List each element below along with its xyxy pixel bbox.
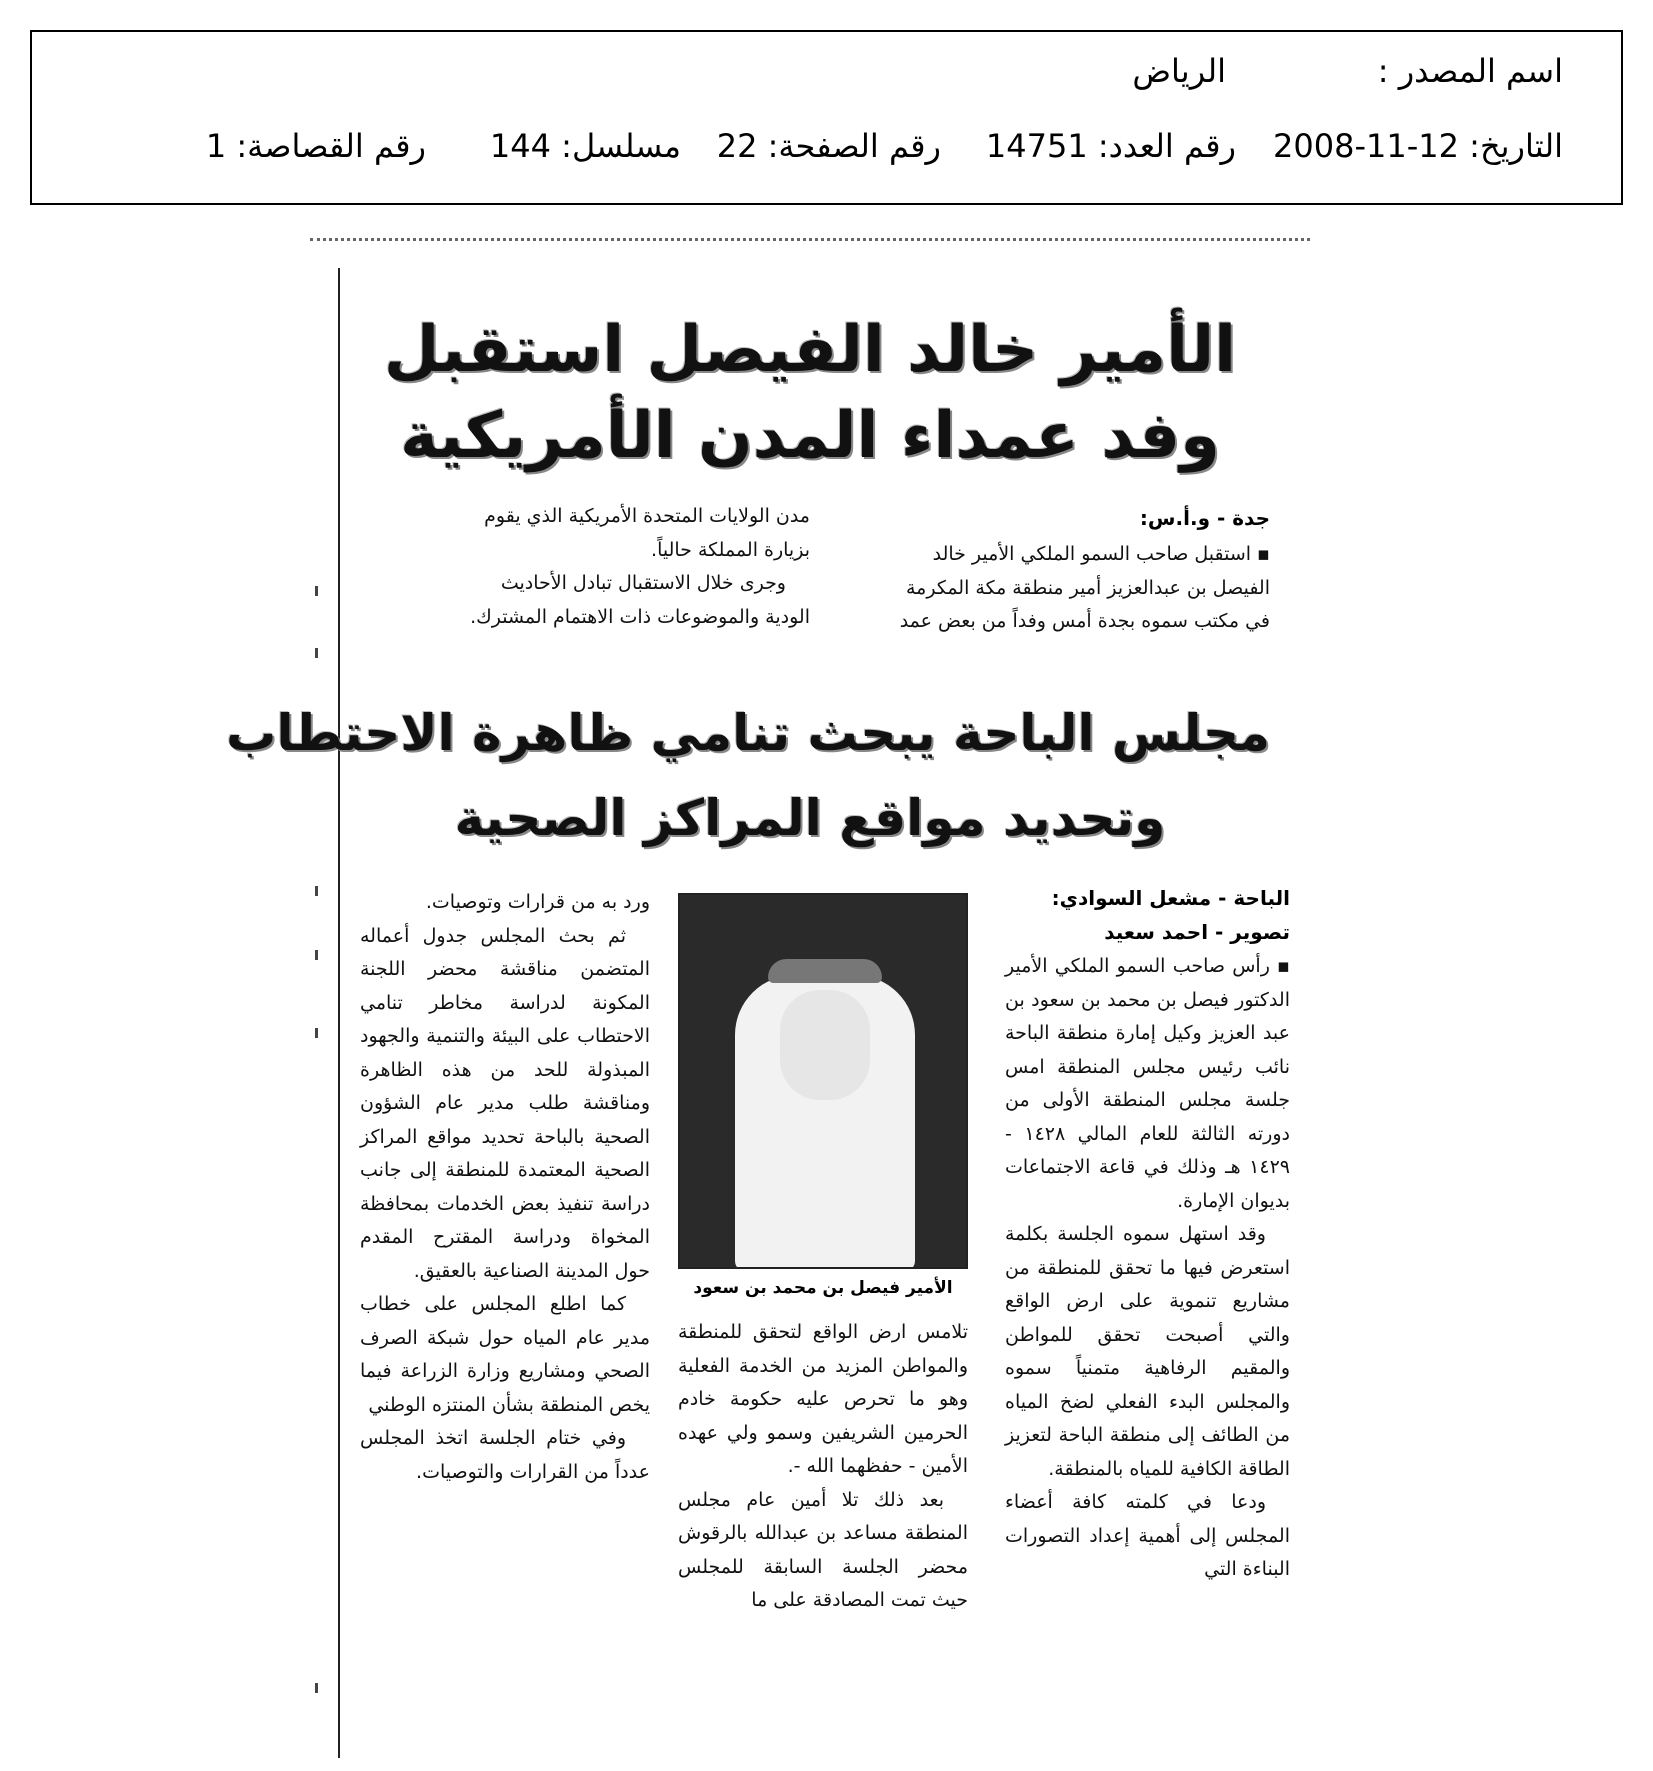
article2-byline-author: الباحة - مشعل السوادي: <box>1051 886 1290 910</box>
article2-headline-line1: مجلس الباحة يبحث تنامي ظاهرة الاحتطاب <box>226 704 1270 762</box>
article2-byline-photographer: تصوير - احمد سعيد <box>1104 920 1290 944</box>
issue-number-field: رقم العدد: 14751 <box>985 127 1236 165</box>
article2-left-column <box>360 886 650 1489</box>
article2-middle-paragraph: تلامس ارض الواقع لتحقق للمنطقة والمواطن المزيد من الخدمة الفعلية وهو ما تحرص عليه حكومة خادم الحرمين الشريفين وسمو ولي عهده الأمين - حفظهما الله -. <box>678 1321 968 1477</box>
photo-agal-shape <box>768 959 882 983</box>
margin-tick <box>315 586 318 596</box>
article2-left-paragraph: ثم بحث المجلس جدول أعماله المتضمن مناقشة محضر اللجنة المكونة لدراسة مخاطر تنامي الاحتطاب على البيئة والتنمية والجهود المبذولة للحد من هذه الظاهرة ومناقشة طلب مدير عام الشؤون الصحية بالباحة تحديد مواقع المراكز الصحية المعتمدة للمنطقة إلى جانب دراسة تنفيذ بعض الخدمات بمحافظة المخواة ودراسة المقترح المقدم حول المدينة الصناعية بالعقيق. <box>360 924 650 1282</box>
article1-left-column <box>370 500 810 634</box>
article2-headline-line2: وتحديد مواقع المراكز الصحية <box>454 789 1166 847</box>
page-number-field: رقم الصفحة: 22 <box>716 127 941 165</box>
margin-tick <box>315 648 318 658</box>
article2-middle-column <box>678 1316 968 1618</box>
article2-right-paragraph: ودعا في كلمته كافة أعضاء المجلس إلى أهمية إعداد التصورات البناءة التي <box>1005 1491 1290 1580</box>
photo-face-shape <box>780 990 870 1100</box>
date-field: التاريخ: 12-11-2008 <box>1273 127 1563 165</box>
article2-middle-paragraph: بعد ذلك تلا أمين عام مجلس المنطقة مساعد بن عبدالله بالرقوش محضر الجلسة السابقة للمجلس حيث تمت المصادقة على ما <box>678 1488 968 1611</box>
article2-right-column <box>1005 950 1290 1587</box>
margin-tick <box>315 1683 318 1693</box>
article1-left-line: وجرى خلال الاستقبال تبادل الأحاديث <box>500 572 786 594</box>
serial-field: مسلسل: 144 <box>489 127 681 165</box>
margin-tick <box>315 950 318 960</box>
article1-right-line: في مكتب سموه بجدة أمس وفداً من بعض عمد <box>899 610 1270 632</box>
clipping-left-border <box>338 268 340 1758</box>
margin-tick <box>315 886 318 896</box>
clipping-header-box <box>30 30 1623 205</box>
article2-right-paragraph: ▪ رأس صاحب السمو الملكي الأمير الدكتور فيصل بن محمد بن سعود بن عبد العزيز وكيل إمارة منطقة الباحة نائب رئيس مجلس المنطقة امس جلسة مجلس المنطقة الأولى من دورته الثالثة للعام المالي ١٤٢٨ - ١٤٢٩ هـ وذلك في قاعة الاجتماعات بديوان الإمارة. <box>1005 955 1290 1212</box>
article1-left-line: بزيارة المملكة حالياً. <box>651 538 810 561</box>
photo-caption: الأمير فيصل بن محمد بن سعود <box>693 1278 953 1298</box>
article2-left-paragraph: وفي ختام الجلسة اتخذ المجلس عدداً من القرارات والتوصيات. <box>360 1427 650 1483</box>
article1-left-line: الودية والموضوعات ذات الاهتمام المشترك. <box>470 605 810 628</box>
article1-dateline: جدة - و.أ.س: <box>1139 506 1270 530</box>
margin-tick <box>315 1028 318 1038</box>
article1-left-line: مدن الولايات المتحدة الأمريكية الذي يقوم <box>484 505 810 527</box>
article1-right-line: الفيصل بن عبدالعزيز أمير منطقة مكة المكرمة <box>905 576 1270 599</box>
source-value: الرياض <box>1132 52 1226 90</box>
article2-left-paragraph: ورد به من قرارات وتوصيات. <box>425 891 650 913</box>
clipping-top-border <box>310 238 1310 241</box>
clip-number-field: رقم القصاصة: 1 <box>205 127 426 165</box>
prince-portrait-photo <box>678 893 968 1269</box>
article2-left-paragraph: كما اطلع المجلس على خطاب مدير عام المياه حول شبكة الصرف الصحي ومشاريع وزارة الزراعة فيما يخص المنطقة بشأن المنتزه الوطني <box>360 1293 650 1416</box>
source-label: اسم المصدر : <box>1377 52 1563 90</box>
article1-headline-line1: الأمير خالد الفيصل استقبل <box>383 313 1237 387</box>
article1-headline-line2: وفد عمداء المدن الأمريكية <box>400 399 1220 473</box>
article2-right-paragraph: وقد استهل سموه الجلسة بكلمة استعرض فيها ما تحقق للمنطقة من مشاريع تنموية على ارض الواقع والتي أصبحت تحقق للمواطن والمقيم الرفاهية متمنياً سموه والمجلس البدء الفعلي لضخ المياه من الطائف إلى منطقة الباحة لتعزيز الطاقة الكافية للمياه بالمنطقة. <box>1005 1223 1290 1480</box>
article1-right-line: ▪ استقبل صاحب السمو الملكي الأمير خالد <box>932 543 1270 565</box>
article1-right-column <box>830 538 1270 639</box>
